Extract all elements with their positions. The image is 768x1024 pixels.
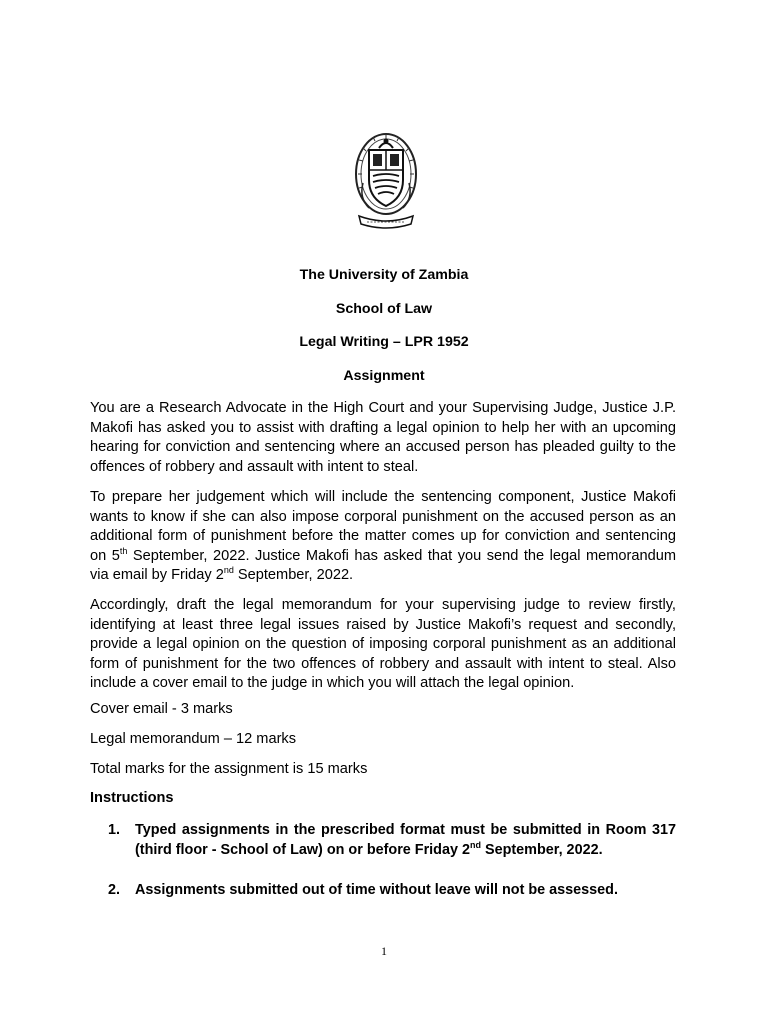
instruction-text-part-a: Typed assignments in the prescribed format must be submitted in Room 317 (third floor - School of Law) on or before Friday 2 bbox=[135, 822, 676, 858]
school-title: School of Law bbox=[335, 301, 433, 317]
page-number: 1 bbox=[381, 944, 387, 958]
university-title: The University of Zambia bbox=[299, 267, 469, 283]
paragraph-context: You are a Research Advocate in the High Court and your Supervising Judge, Justice J.P. Makofi has asked you to assist with drafting a legal opinion to help her with an upcoming hearing for conviction and sentencing where an accused person has pleaded guilty to the offences of robbery and assault with intent to steal. bbox=[90, 400, 676, 475]
paragraph-request-part-a: To prepare her judgement which will include the sentencing component, Justice Makofi wants to know if she can also impose corporal punishment on the accused person as an additional form of punishment before the matter comes up for conviction and sentencing on 5 bbox=[90, 489, 676, 564]
course-title: Legal Writing – LPR 1952 bbox=[299, 334, 469, 350]
university-crest-logo bbox=[351, 128, 421, 232]
superscript-th: th bbox=[119, 545, 128, 556]
instruction-text: Assignments submitted out of time without leave will not be assessed. bbox=[135, 882, 618, 898]
superscript-nd: nd bbox=[469, 840, 481, 851]
marks-total: Total marks for the assignment is 15 marks bbox=[90, 761, 368, 777]
paragraph-task: Accordingly, draft the legal memorandum for your supervising judge to review firstly, identifying at least three legal issues raised by Justice Makofi’s request and secondly, provide a legal opinion on the question of imposing corporal punishment as an additional form of punishment for the two offences of robbery and assault with intent to steal. Also include a cover email to the judge in which you will attach the legal opinion. bbox=[90, 597, 676, 691]
instruction-number: 1. bbox=[108, 822, 121, 838]
paragraph-request-part-b: September, 2022. Justice Makofi has asked that you send the legal memorandum via email by Friday 2 bbox=[90, 547, 676, 583]
marks-cover-email: Cover email - 3 marks bbox=[90, 701, 233, 717]
instruction-text bbox=[135, 820, 676, 860]
superscript-nd: nd bbox=[223, 565, 234, 576]
instruction-item bbox=[108, 880, 676, 900]
instructions-heading: Instructions bbox=[90, 790, 174, 806]
paragraph-request bbox=[90, 488, 676, 586]
instruction-number: 2. bbox=[108, 882, 121, 898]
instruction-text-part-b: September, 2022. bbox=[480, 842, 603, 858]
marks-memorandum: Legal memorandum – 12 marks bbox=[90, 731, 297, 747]
document-type-heading: Assignment bbox=[343, 368, 425, 384]
paragraph-request-part-c: September, 2022. bbox=[233, 567, 354, 583]
instruction-item bbox=[108, 820, 676, 860]
